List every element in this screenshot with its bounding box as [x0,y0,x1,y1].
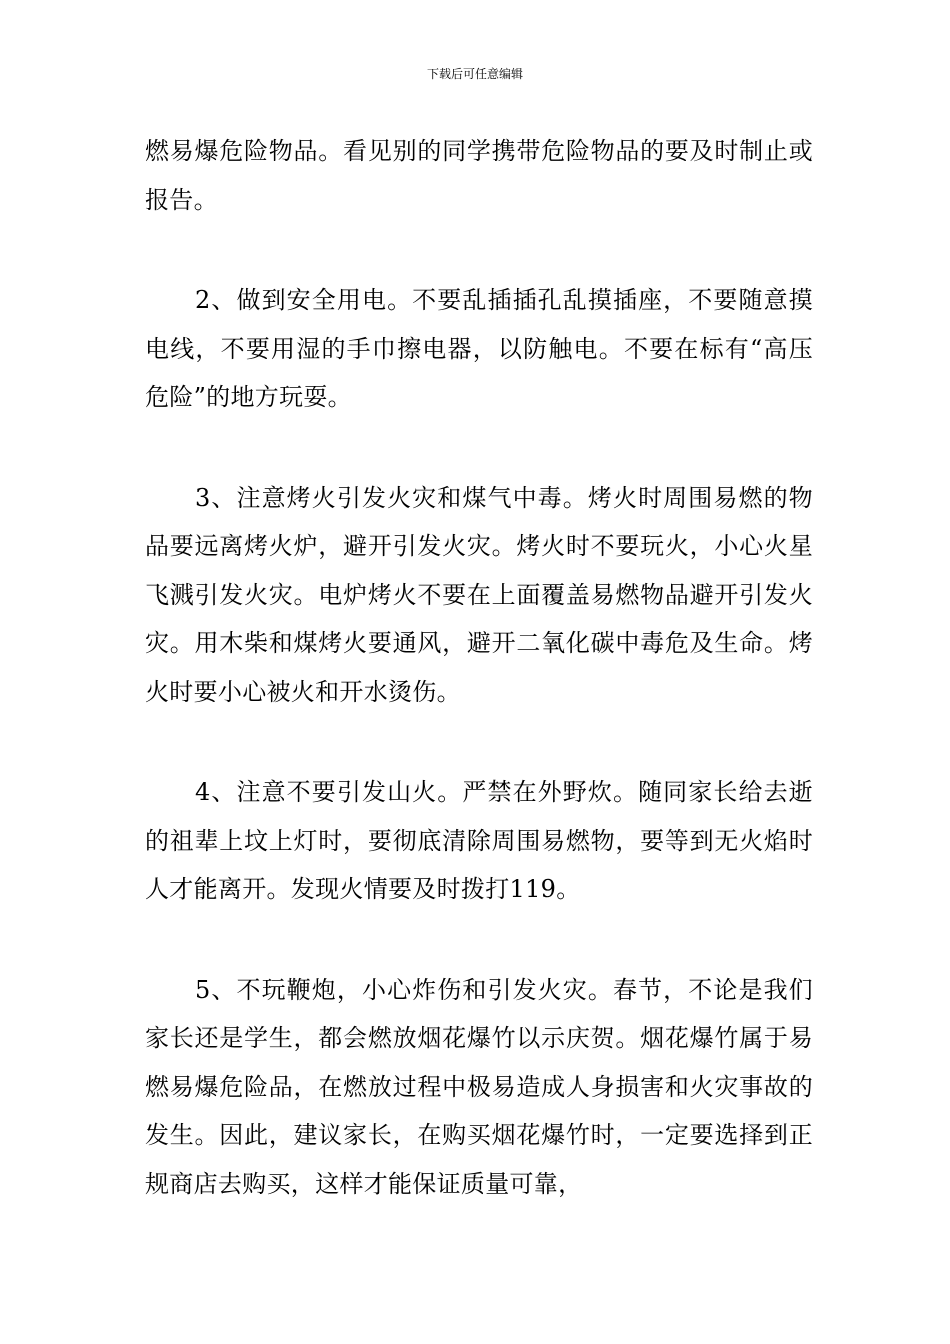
page-header-note: 下载后可任意编辑 [426,67,523,81]
paragraph-gap [145,422,813,474]
paragraph-gap [145,224,813,276]
paragraph-firecracker-safety: 5、不玩鞭炮，小心炸伤和引发火灾。春节，不论是我们家长还是学生，都会燃放烟花爆竹以示庆贺。烟花爆竹属于易燃易爆危险品，在燃放过程中极易造成人身损害和火灾事故的发生。因此，建议家长，在购买烟花爆竹时，一定要选择到正规商店去购买，这样才能保证质量可靠， [145,975,813,1198]
paragraph-heating-safety: 3、注意烤火引发火灾和煤气中毒。烤火时周围易燃的物品要远离烤火炉，避开引发火灾。烤火时不要玩火，小心火星飞溅引发火灾。电炉烤火不要在上面覆盖易燃物品避开引发火灾。用木柴和煤烤火要通风，避开二氧化碳中毒危及生命。烤火时要小心被火和开水烫伤。 [145,483,813,706]
paragraph-gap [145,716,813,768]
document-body [145,127,813,1208]
paragraph-wildfire-safety: 4、注意不要引发山火。严禁在外野炊。随同家长给去逝的祖辈上坟上灯时，要彻底清除周围易燃物，要等到无火焰时人才能离开。发现火情要及时拨打119。 [145,778,813,903]
paragraph-continuation: 燃易爆危险物品。看见别的同学携带危险物品的要及时制止或报告。 [145,137,813,214]
paragraph-gap [145,914,813,966]
paragraph-electric-safety: 2、做到安全用电。不要乱插插孔乱摸插座，不要随意摸电线，不要用湿的手巾擦电器，以防触电。不要在标有“高压危险”的地方玩耍。 [145,286,813,411]
